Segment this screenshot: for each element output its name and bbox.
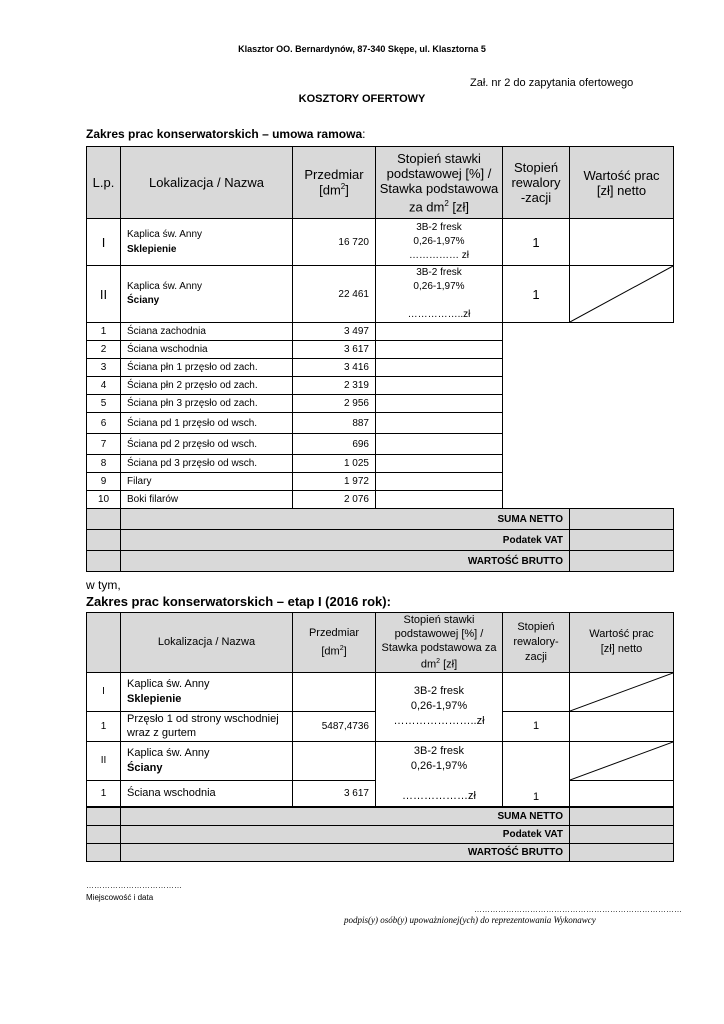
t2-group2-name: Ściany [127,761,163,774]
t2-row1-wartosc[interactable] [570,711,674,741]
row-lp: 2 [87,341,121,359]
t2-group1-przedmiar [293,672,376,711]
t2-col-przedmiar-unit-base: [dm [321,645,340,658]
row-przedmiar: 3 617 [293,341,376,359]
col-lp-header: L.p. [87,147,121,219]
t2-col-przedmiar-unit-end: ] [343,645,347,658]
vat-label: Podatek VAT [121,530,570,551]
row-name: Ściana płn 3 przęsło od zach. [121,395,293,413]
t2-col-wartosc-line2: [zł] netto [600,643,643,656]
signature-dots: …………………………………………………………………… [474,905,682,914]
row-wartosc[interactable] [376,323,503,341]
t2-col-stawka-line4-end: [zł] [440,658,458,671]
row-przedmiar: 887 [293,413,376,434]
group2-stawka-line1: 3B-2 fresk [416,267,462,278]
row-przedmiar: 696 [293,434,376,455]
place-date-dots: ……………………………… [86,881,182,890]
t2-group2-name-cell [121,741,293,780]
diagonal-strike-icon [570,742,673,780]
t2-group2-lp: II [87,741,121,780]
row-name: Ściana pd 3 przęsło od wsch. [121,455,293,473]
group1-name: Sklepienie [127,244,177,255]
table-row [87,434,674,455]
t2-group1-location: Kaplica św. Anny [127,677,210,690]
row-lp: 4 [87,377,121,395]
group2-stawka-line2: 0,26-1,97% [413,281,465,292]
t2-group2-przedmiar [293,741,376,780]
t2-col-wartosc-line1: Wartość prac [589,628,654,641]
row-wartosc[interactable] [376,395,503,413]
t2-col-przedmiar-unit-exp: 2 [339,644,344,652]
table-row [87,491,674,509]
table-row [87,473,674,491]
row-name: Ściana płn 2 przęsło od zach. [121,377,293,395]
t2-row2-name: Ściana wschodnia [121,780,293,807]
group1-lp: I [87,219,121,266]
group2-location: Kaplica św. Anny [127,281,203,292]
diagonal-strike-icon [570,673,673,711]
group1-stawka-line3: …………… zł [409,250,469,261]
document-header-address: Klasztor OO. Bernardynów, 87-340 Skępe, ul. Klasztorna 5 [238,44,486,54]
row-przedmiar: 2 076 [293,491,376,509]
attachment-note: Zał. nr 2 do zapytania ofertowego [470,77,634,89]
row-lp: 1 [87,323,121,341]
col-przedmiar-unit-base: [dm [319,182,341,198]
group2-name-cell [121,266,293,323]
group2-stawka [376,266,503,323]
col-wartosc-line1: Wartość prac [583,167,660,183]
document-title: KOSZTORY OFERTOWY [298,93,426,105]
col-stawka-line2: podstawowej [%] / [386,165,492,181]
row-wartosc[interactable] [376,473,503,491]
t2-col-stawka-line4-base: dm [420,658,437,671]
t2-col-stawka-line3: Stawka podstawowa za [381,642,497,654]
suma-netto-value[interactable] [570,509,674,530]
row-name: Ściana pd 1 przęsło od wsch. [121,413,293,434]
t2-vat-label: Podatek VAT [121,825,570,843]
t2-group2-stawka [376,741,503,807]
row-wartosc[interactable] [376,341,503,359]
section2-title: Zakres prac konserwatorskich – etap I (2016 rok): [86,594,391,609]
group1-location: Kaplica św. Anny [127,229,203,240]
row-lp: 7 [87,434,121,455]
row-name: Boki filarów [121,491,293,509]
group2-lp: II [87,266,121,323]
t2-row1-lp: 1 [87,711,121,741]
row-lp: 6 [87,413,121,434]
t2-suma-label: SUMA NETTO [121,807,570,825]
col-stopien-line3: -zacji [520,190,552,205]
table-row [87,359,674,377]
t2-suma-lp-cell [87,807,121,825]
t2-col-stawka-line4-exp: 2 [436,658,441,665]
t2-group1-stawka-line2: 0,26-1,97% [410,700,468,713]
diagonal-strike-icon [570,266,673,322]
t2-col-przedmiar-label: Przedmiar [308,626,360,639]
t2-group2-stawka-line3: ………………zł [402,789,476,802]
row-przedmiar: 1 025 [293,455,376,473]
t2-group1-wartosc-crossed-cell [570,672,674,711]
t2-group1-stawka-line1: 3B-2 fresk [413,685,465,698]
t2-col-stawka-line1: Stopień stawki [403,614,475,626]
table-row [87,323,674,341]
row-wartosc[interactable] [376,434,503,455]
vat-lp-cell [87,530,121,551]
t2-row1-przedmiar: 5487,4736 [293,711,376,741]
t2-vat-lp-cell [87,825,121,843]
row-przedmiar: 3 497 [293,323,376,341]
t2-group1-stopien [503,672,570,711]
t2-row1-name-cell [121,711,293,741]
t2-group1-stawka [376,672,503,741]
row-lp: 10 [87,491,121,509]
t2-group1-stawka-line3: …………………..zł [393,715,485,728]
group1-wartosc-cell[interactable] [570,219,674,266]
t2-col-wartosc-header [570,613,674,673]
col-stopien-header [503,147,570,219]
t2-row2-stopien: 1 [503,741,570,807]
row-wartosc[interactable] [376,359,503,377]
row-name: Ściana pd 2 przęsło od wsch. [121,434,293,455]
group2-stawka-line3: ……………..zł [407,309,471,320]
t2-group1-name-cell [121,672,293,711]
table-umowa-ramowa [86,146,674,572]
row-name: Filary [121,473,293,491]
section1-title [86,127,365,141]
brutto-label: WARTOŚĆ BRUTTO [121,551,570,572]
row-lp: 3 [87,359,121,377]
suma-netto-lp-cell [87,509,121,530]
t2-group2-stawka-line2: 0,26-1,97% [410,759,468,772]
section1-title-suffix: : [362,127,366,141]
col-stawka-line4-end: [zł] [448,199,470,215]
table-row [87,455,674,473]
t2-brutto-label: WARTOŚĆ BRUTTO [121,843,570,861]
group1-przedmiar: 16 720 [293,219,376,266]
t2-col-stopien-line2: rewalory- [513,635,559,648]
row-name: Ściana wschodnia [121,341,293,359]
row-przedmiar: 1 972 [293,473,376,491]
t2-vat-value[interactable] [570,825,674,843]
row-wartosc[interactable] [376,491,503,509]
table-row [87,341,674,359]
brutto-value[interactable] [570,551,674,572]
col-stawka-line3: Stawka podstawowa [379,180,499,196]
t2-col-stopien-line1: Stopień [517,620,555,633]
table-row [87,413,674,434]
t2-brutto-value[interactable] [570,843,674,861]
row-name: Ściana zachodnia [121,323,293,341]
row-przedmiar: 2 956 [293,395,376,413]
group2-wartosc-crossed-cell [570,266,674,323]
group1-stopien: 1 [503,219,570,266]
col-stawka-line1: Stopień stawki [397,150,481,166]
group2-name: Ściany [127,295,160,306]
table-etap-1 [86,612,674,862]
col-wartosc-header [570,147,674,219]
t2-brutto-lp-cell [87,843,121,861]
col-stopien-line2: rewalory [511,175,561,190]
group1-stawka [376,219,503,266]
row-przedmiar: 3 416 [293,359,376,377]
section1-title-text: Zakres prac konserwatorskich – umowa ramowa [86,127,363,141]
col-przedmiar-unit-exp: 2 [340,182,346,192]
row-wartosc[interactable] [376,377,503,395]
t2-lp-header [87,613,121,673]
col-przedmiar-header [293,147,376,219]
place-date-label: Miejscowość i data [86,893,154,902]
row-przedmiar: 2 319 [293,377,376,395]
brutto-lp-cell [87,551,121,572]
t2-col-name-header: Lokalizacja / Nazwa [121,613,293,673]
signature-label: podpis(y) osób(y) upoważnionej(ych) do reprezentowania Wykonawcy [344,915,596,925]
t2-row2-przedmiar: 3 617 [293,780,376,807]
t2-col-stopien-line3: zacji [524,650,547,663]
group2-stopien: 1 [503,266,570,323]
group1-stawka-line2: 0,26-1,97% [413,236,465,247]
t2-group1-lp: I [87,672,121,711]
t2-group2-location: Kaplica św. Anny [127,746,210,759]
col-stawka-line4-exp: 2 [444,198,449,208]
group1-name-cell [121,219,293,266]
row-name: Ściana płn 1 przęsło od zach. [121,359,293,377]
t2-row2-lp: 1 [87,780,121,807]
col-stawka-line4-base: za dm [408,199,445,215]
t2-group2-wartosc-crossed-cell [570,741,674,780]
section2-intro: w tym, [86,578,121,592]
group2-przedmiar: 22 461 [293,266,376,323]
t2-col-stopien-header [503,613,570,673]
t2-row2-wartosc[interactable] [570,780,674,807]
col-przedmiar-unit-end: ] [345,182,349,198]
row-wartosc[interactable] [376,455,503,473]
t2-group1-name: Sklepienie [127,692,182,705]
t2-col-stawka-line2: podstawowej [%] / [394,628,484,640]
vat-value[interactable] [570,530,674,551]
row-lp: 8 [87,455,121,473]
t2-col-przedmiar-header [293,613,376,673]
t2-suma-value[interactable] [570,807,674,825]
table-row [87,377,674,395]
row-lp: 9 [87,473,121,491]
t2-col-stawka-header [376,613,503,673]
t2-group2-stawka-line1: 3B-2 fresk [413,744,465,757]
col-wartosc-line2: [zł] netto [596,182,647,198]
suma-netto-label: SUMA NETTO [121,509,570,530]
row-lp: 5 [87,395,121,413]
t2-row1-name-line2: wraz z gurtem [127,727,197,740]
t2-row1-stopien: 1 [503,711,570,741]
group1-stawka-line1: 3B-2 fresk [416,222,462,233]
col-stawka-header [376,147,503,219]
col-stopien-line1: Stopień [513,160,559,175]
col-przedmiar-label: Przedmiar [304,167,364,183]
row-wartosc[interactable] [376,413,503,434]
t2-row1-name-line1: Przęsło 1 od strony wschodniej [127,713,279,726]
col-name-header: Lokalizacja / Nazwa [121,147,293,219]
table-row [87,395,674,413]
